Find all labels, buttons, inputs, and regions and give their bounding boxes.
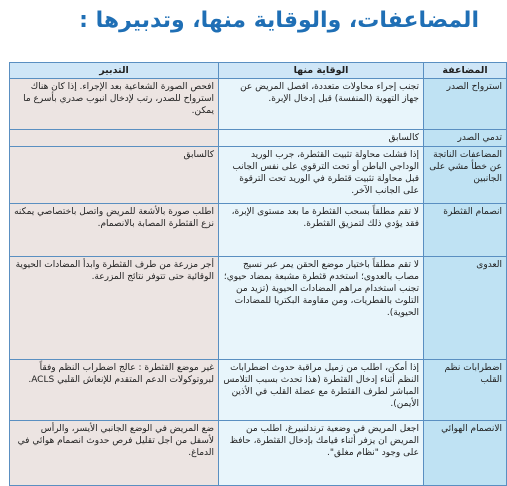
management-cell: افحص الصورة الشعاعية بعد الإجراء. إذا كان هناك استرواح للصدر، رتب لإدخال انبوب صدري بأسرع ما يمكن. [10,79,219,130]
table-row [10,360,507,421]
table-row [10,421,507,486]
management-cell [10,130,219,147]
prevention-cell: اجعل المريض في وضعية ترندلنبيرغ، اطلب من المريض ان يزفر أثناء قيامك بإدخال القثطرة، حافظ على وجود "نظام مغلق". [219,421,424,486]
prevention-cell: لا تقم مطلقاً باختيار موضع الحقن يمر عبر نسيج مصاب بالعدوى؛ استخدم قثطرة مشبعة بمضاد حيوي؛ تجنب استخدام مراهم المضادات الحيوية (تزيد من التلوث بالفطريات، ومن مقاومة البكتريا للمضادات الحيوية). [219,257,424,360]
complications-table [9,62,507,486]
table-row [10,147,507,204]
management-cell: ضع المريض في الوضع الجانبي الأيسر، والرأس لأسفل من اجل تقليل فرص حدوث انصمام هوائي في الدماغ. [10,421,219,486]
management-cell: غير موضع القثطرة : عالج اضطراب النظم وفقاً لبروتوكولات الدعم المتقدم للإنعاش القلبي ACLS. [10,360,219,421]
prevention-cell: تجنب إجراء محاولات متعددة، افصل المريض عن جهاز التهوية (المنفسة) قبل إدخال الإبرة. [219,79,424,130]
prevention-cell: لا تقم مطلقاً بسحب القثطرة ما بعد مستوى الإبرة، فقد يؤدي ذلك لتمزيق القثطرة. [219,204,424,257]
management-cell: أجر مزرعة من طرف القثطرة وابدأ المضادات الحيوية الوقائية حتى تتوفر نتائج المزرعة. [10,257,219,360]
table-row [10,204,507,257]
complication-cell: الانصمام الهوائي [424,421,507,486]
complication-cell: استرواح الصدر [424,79,507,130]
prevention-cell: إذا أمكن، اطلب من زميل مراقبة حدوث اضطرابات النظم أثناء إدخال القثطرة (هذا تحدث بسبب التلامس المباشر لطرف القثطرة مع عضلة القلب في الأذين الأيمن). [219,360,424,421]
complication-cell: انصمام القثطرة [424,204,507,257]
table-row [10,130,507,147]
prevention-cell: كالسابق [219,130,424,147]
table-header-row [10,63,507,79]
header-prevention: الوقاية منها [219,63,424,79]
management-cell: كالسابق [10,147,219,204]
prevention-cell: إذا فشلت محاولة تثبيت القثطرة، جرب الوريد الوداجي الباطن أو تحت الترقوي على نفس الجانب قبل محاولة تثبيت قثطرة في الوريد تحت الترقوة على الجانب الآخر. [219,147,424,204]
header-management: التدبير [10,63,219,79]
table-row [10,79,507,130]
complication-cell: المضاعفات الناتجة عن خطأ مشي على الجانبين [424,147,507,204]
complication-cell: اضطرابات نظم القلب [424,360,507,421]
management-cell: اطلب صورة بالأشعة للمريض واتصل باختصاصي يمكنه نزع القثطرة المصابة بالانصمام. [10,204,219,257]
complication-cell: تدمي الصدر [424,130,507,147]
page-title: المضاعفات، والوقاية منها، وتدبيرها : [79,8,479,33]
header-complication: المضاعفة [424,63,507,79]
complication-cell: العدوى [424,257,507,360]
table-row [10,257,507,360]
